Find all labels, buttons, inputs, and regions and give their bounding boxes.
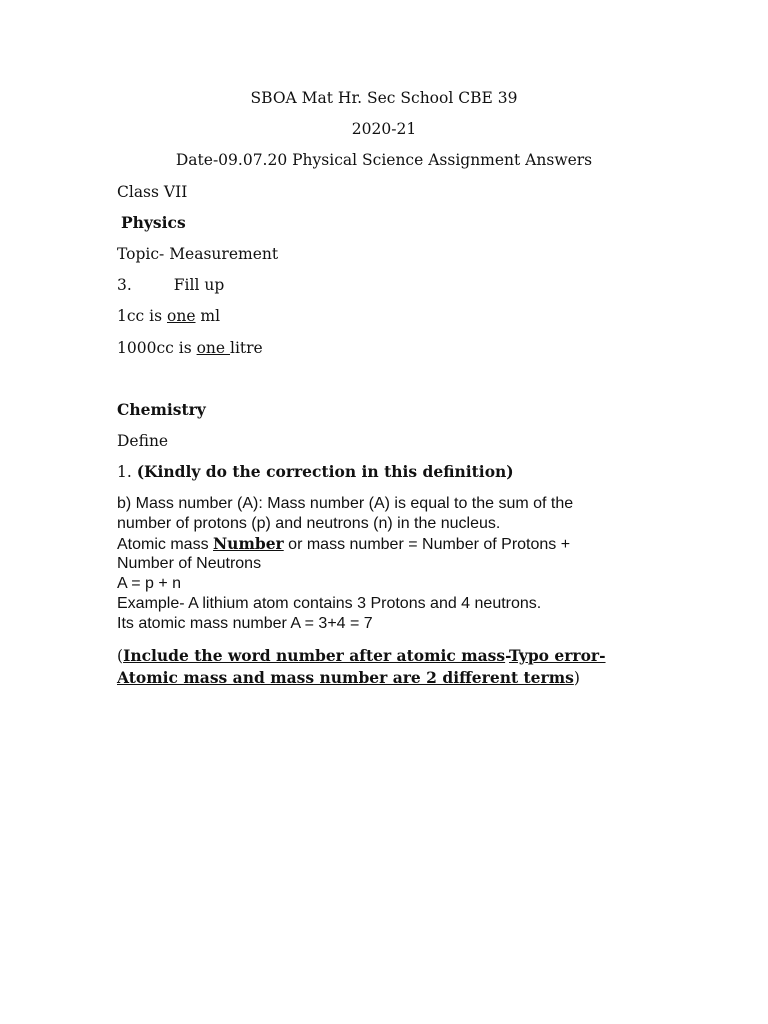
item-number: 1.	[117, 463, 137, 481]
note-line-1: (Include the word number after atomic mass-Typo error-	[117, 646, 606, 665]
correction-note: (Kindly do the correction in this definition)	[136, 462, 514, 481]
note-part-1: Include the word number after atomic mass	[123, 646, 506, 665]
example-line: Example- A lithium atom contains 3 Protons and 4 neutrons.	[117, 595, 542, 612]
chemistry-heading: Chemistry	[117, 400, 206, 419]
formula: A = p + n	[117, 575, 182, 592]
example-result: Its atomic mass number A = 3+4 = 7	[117, 615, 373, 632]
note-line-2: Atomic mass and mass number are 2 different terms)	[117, 668, 580, 687]
fill-answer-1-value: one	[167, 307, 196, 325]
define-label: Define	[117, 432, 169, 450]
atomic-mass-line-2: Number of Neutrons	[117, 555, 262, 572]
fill-answer-2-value: one	[196, 339, 230, 357]
assignment-title: Date-09.07.20 Physical Science Assignment Answers	[175, 151, 593, 169]
number-word: Number	[213, 534, 284, 553]
physics-heading: Physics	[121, 213, 186, 232]
definition-line-1: b) Mass number (A): Mass number (A) is equal to the sum of the	[117, 495, 574, 512]
atomic-mass-line: Atomic mass Number or mass number = Number of Protons +	[117, 534, 571, 553]
academic-year: 2020-21	[351, 120, 417, 138]
fill-answer-1: 1cc is one ml	[117, 307, 221, 325]
correction-item	[117, 462, 514, 482]
definition-line-2: number of protons (p) and neutrons (n) in the nucleus.	[117, 515, 501, 532]
class-label: Class VII	[117, 183, 188, 201]
school-name: SBOA Mat Hr. Sec School CBE 39	[250, 89, 518, 107]
question-label: Fill up	[173, 276, 225, 294]
note-part-3: Atomic mass and mass number are 2 different terms	[117, 668, 574, 687]
fill-answer-2: 1000cc is one litre	[117, 339, 263, 357]
question-fill-up	[117, 275, 224, 295]
note-part-2: Typo error-	[508, 646, 606, 665]
physics-topic: Topic- Measurement	[117, 245, 279, 263]
question-number: 3.	[117, 276, 132, 294]
